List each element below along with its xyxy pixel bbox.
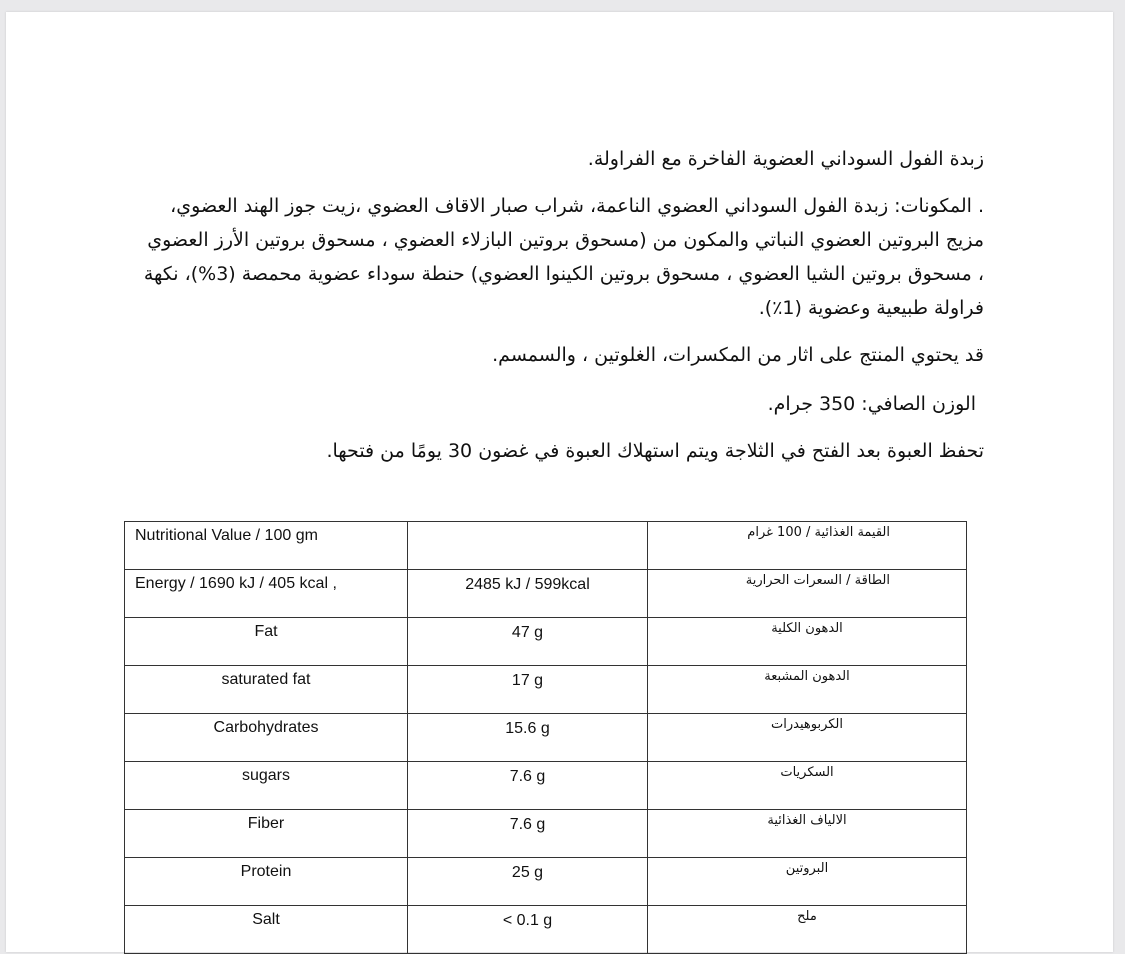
nutrient-value-cell: 47 g	[408, 618, 648, 666]
nutrient-english-cell: saturated fat	[125, 666, 408, 714]
nutrient-english-cell: Salt	[125, 906, 408, 954]
nutrient-english-cell: Protein	[125, 858, 408, 906]
nutrient-value-cell: 15.6 g	[408, 714, 648, 762]
header-english-cell: Nutritional Value / 100 gm	[125, 522, 408, 570]
nutrient-english-cell: Energy / 1690 kJ / 405 kcal ,	[125, 570, 408, 618]
table-row	[125, 858, 967, 906]
allergens-text: قد يحتوي المنتج على اثار من المكسرات، الغلوتين ، والسمسم.	[492, 344, 984, 366]
nutrient-value-cell: 25 g	[408, 858, 648, 906]
table-row	[125, 666, 967, 714]
header-arabic-cell: القيمة الغذائية / 100 غرام	[648, 522, 967, 570]
product-title: زبدة الفول السوداني العضوية الفاخرة مع الفراولة.	[587, 148, 984, 170]
document-page	[6, 12, 1113, 952]
nutrient-arabic-cell: البروتين	[648, 858, 967, 906]
ingredients-paragraph: . المكونات: زبدة الفول السوداني العضوي الناعمة، شراب صبار الاقاف العضوي ،زيت جوز الهند العضوي، مزيج البروتين العضوي النباتي والمكون من (مسحوق بروتين البازلاء العضوي ، مسحوق بروتين الأرز العضوي ، مسحوق بروتين الشيا العضوي ، مسحوق بروتين الكينوا العضوي) حنطة سوداء عضوية محمصة (3%)، نكهة فراولة طبيعية وعضوية (1٪).	[143, 195, 984, 319]
nutrient-arabic-cell: ملح	[648, 906, 967, 954]
table-row	[125, 810, 967, 858]
nutrient-english-cell: Carbohydrates	[125, 714, 408, 762]
table-row	[125, 522, 967, 570]
table-row	[125, 714, 967, 762]
nutrient-arabic-cell: السكريات	[648, 762, 967, 810]
nutrient-arabic-cell: الالياف الغذائية	[648, 810, 967, 858]
nutrient-arabic-cell: الطاقة / السعرات الحرارية	[648, 570, 967, 618]
table-row	[125, 906, 967, 954]
nutrient-value-cell: 17 g	[408, 666, 648, 714]
net-weight-text: الوزن الصافي: 350 جرام.	[767, 393, 976, 415]
nutrient-value-cell: 7.6 g	[408, 762, 648, 810]
nutrient-english-cell: Fiber	[125, 810, 408, 858]
nutrient-value-cell: 2485 kJ / 599kcal	[408, 570, 648, 618]
table-row	[125, 570, 967, 618]
nutrient-arabic-cell: الدهون المشبعة	[648, 666, 967, 714]
nutrient-value-cell: 7.6 g	[408, 810, 648, 858]
nutrient-arabic-cell: الدهون الكلية	[648, 618, 967, 666]
header-value-cell	[408, 522, 648, 570]
table-row	[125, 762, 967, 810]
nutrient-value-cell: < 0.1 g	[408, 906, 648, 954]
nutrition-table	[124, 521, 967, 954]
nutrient-arabic-cell: الكربوهيدرات	[648, 714, 967, 762]
table-row	[125, 618, 967, 666]
storage-text: تحفظ العبوة بعد الفتح في الثلاجة ويتم استهلاك العبوة في غضون 30 يومًا من فتحها.	[326, 440, 984, 462]
nutrient-english-cell: sugars	[125, 762, 408, 810]
nutrient-english-cell: Fat	[125, 618, 408, 666]
